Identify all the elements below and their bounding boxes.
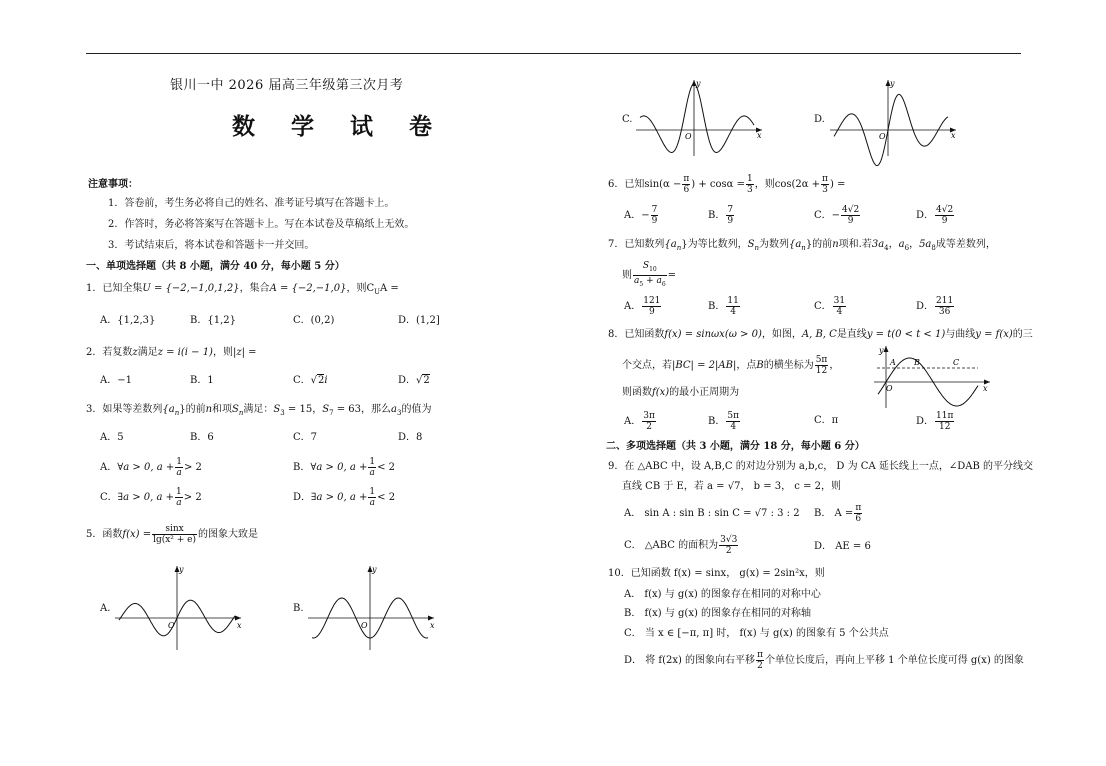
q10-option-a: A． f(x) 与 g(x) 的图象存在相同的对称中心 <box>624 589 821 600</box>
q2-stem: 2．若复数z满足z = i(i − 1)，则|z| = <box>86 347 257 358</box>
q7-option-b: B． $\frac{11}{4}$ <box>708 296 739 317</box>
q3-option-c: C．7 <box>293 432 318 443</box>
q7-ratio: 则 $\frac{S_{10}}{a_5 + a_6}$ = <box>622 261 677 288</box>
q5-stem: 5．函数f(x) = $\frac{\sin x}{\text{lg(x² + e)}}$ 的图象大致是 <box>86 524 259 545</box>
exam-school-title: 银川一中 2026 届高三年级第三次月考 <box>170 78 404 93</box>
q4-option-b: B．∀a > 0, a + $\frac{1}{a}$ < 2 <box>293 457 395 478</box>
q3-stem: 3．如果等差数列$\{a_n\}$的前n和项$S_n$满足：$S_3 = 15$，$S_7 = 63$，那么$a_3$的值为 <box>86 404 432 417</box>
q5-graph-b <box>308 562 438 652</box>
q10-stem: 10．已知函数 f(x) = sinx， g(x) = 2sin²x，则 <box>608 568 825 579</box>
q3-option-d: D．8 <box>398 432 423 443</box>
q7-option-d: D． $\frac{211}{36}$ <box>916 296 954 317</box>
q2-option-c: C．√2i <box>293 375 328 386</box>
q1-option-c: C．(0,2) <box>293 315 335 326</box>
q6-option-b: B． $\frac{7}{9}$ <box>708 205 734 226</box>
q9-option-a: A． sin A : sin B : sin C = √7 : 3 : 2 <box>624 508 800 519</box>
notice-item-2: 2．作答时，务必将答案写在答题卡上。写在本试卷及草稿纸上无效。 <box>108 219 415 230</box>
q7-option-a: A． $\frac{121}{9}$ <box>624 296 661 317</box>
svg-text:y: y <box>372 565 377 574</box>
q5-graph-c-label: C. <box>622 114 633 125</box>
q9-option-d: D． AE = 6 <box>814 541 871 552</box>
q5-graph-c <box>636 76 766 158</box>
exam-subject-title: 数 学 试 卷 <box>232 113 447 140</box>
svg-text:x: x <box>430 621 435 630</box>
q2-option-a: A．−1 <box>100 375 132 386</box>
notice-title: 注意事项： <box>88 179 138 190</box>
q3-option-a: A．5 <box>100 432 124 443</box>
q8-option-b: B． $\frac{5\pi}{4}$ <box>708 411 740 432</box>
q5-graph-a-label: A. <box>100 603 111 614</box>
q5-graph-b-label: B. <box>293 603 304 614</box>
q9-option-b: B． A = $\frac{\pi}{6}$ <box>814 503 862 524</box>
notice-item-1: 1．答卷前，考生务必将自己的姓名、准考证号填写在答题卡上。 <box>108 198 395 209</box>
q6-option-a: A．− $\frac{7}{9}$ <box>624 205 658 226</box>
q5-graph-d-label: D. <box>814 114 825 125</box>
section-2-title: 二、多项选择题（共 3 小题，满分 18 分，每小题 6 分） <box>606 441 865 452</box>
svg-text:O: O <box>879 132 886 141</box>
q5-graph-d <box>830 76 960 158</box>
q9-line-1: 9．在 △ABC 中，设 A,B,C 的对边分别为 a,b,c， D 为 CA 延长线上一点，∠DAB 的平分线交 <box>608 461 1034 472</box>
svg-text:C: C <box>953 358 960 367</box>
section-1-title: 一、单项选择题（共 8 小题，满分 40 分，每小题 5 分） <box>86 261 345 272</box>
svg-text:y: y <box>879 346 884 355</box>
q6-option-d: D． $\frac{4√2}{9}$ <box>916 205 954 226</box>
header-rule <box>86 53 1021 54</box>
q4-option-d: D．∃a > 0, a + $\frac{1}{a}$ < 2 <box>293 487 396 508</box>
q9-option-c: C． △ABC 的面积为 $\frac{3√3}{2}$ <box>624 535 738 556</box>
q9-line-2: 直线 CB 于 E，若 a = √7， b = 3， c = 2，则 <box>622 481 842 492</box>
q2-option-b: B．1 <box>190 375 214 386</box>
svg-text:x: x <box>237 621 242 630</box>
svg-text:x: x <box>983 384 988 393</box>
q7-option-c: C． $\frac{31}{4}$ <box>814 296 846 317</box>
svg-text:x: x <box>951 131 956 140</box>
svg-text:B: B <box>914 358 920 367</box>
q5-graph-a <box>115 562 245 652</box>
q8-graph <box>874 344 996 408</box>
q1-option-b: B．{1,2} <box>190 315 236 326</box>
q4-option-a: A．∀a > 0, a + $\frac{1}{a}$ > 2 <box>100 457 202 478</box>
q8-line-3: 则函数f(x)的最小正周期为 <box>622 387 740 398</box>
q8-option-d: D． $\frac{11\pi}{12}$ <box>916 411 954 432</box>
q2-option-d: D．√2 <box>398 375 430 386</box>
q7-stem: 7．已知数列$\{a_n\}$为等比数列，$S_n$为数列$\{a_n\}$的前n项和.若$3a_4$，$a_6$，$5a_8$成等差数列， <box>608 239 996 252</box>
q8-option-a: A． $\frac{3\pi}{2}$ <box>624 411 655 432</box>
svg-text:y: y <box>179 565 184 574</box>
notice-item-3: 3．考试结束后，将本试卷和答题卡一并交回。 <box>108 240 315 251</box>
svg-text:O: O <box>685 132 692 141</box>
q8-line-1: 8．已知函数f(x) = sinωx(ω > 0)，如图，A, B, C是直线y = t(0 < t < 1)与曲线y = f(x)的三 <box>608 329 1033 340</box>
svg-text:O: O <box>361 621 368 630</box>
q6-option-c: C．− $\frac{4√2}{9}$ <box>814 205 860 226</box>
q10-option-b: B． f(x) 与 g(x) 的图象存在相同的对称轴 <box>624 608 812 619</box>
svg-text:y: y <box>890 79 895 88</box>
q3-option-b: B．6 <box>190 432 214 443</box>
svg-text:A: A <box>890 358 896 367</box>
svg-text:y: y <box>696 79 701 88</box>
q6-stem: 6．已知sin(α − $\frac{\pi}{6}$ ) + cosα = $\frac{1}{3}$ ，则cos(2α + $\frac{\pi}{3}$ ) = <box>608 174 846 195</box>
q8-line-2: 个交点，若|BC| = 2|AB|，点B的横坐标为 $\frac{5\pi}{12}$ ， <box>622 355 840 376</box>
q4-option-c: C．∃a > 0, a + $\frac{1}{a}$ > 2 <box>100 487 202 508</box>
q1-option-a: A．{1,2,3} <box>100 315 156 326</box>
q10-option-d: D． 将 f(2x) 的图象向右平移 $\frac{\pi}{2}$ 个单位长度后，再向上平移 1 个单位长度可得 g(x) 的图象 <box>624 650 1024 671</box>
svg-text:O: O <box>168 621 175 630</box>
svg-text:x: x <box>757 131 762 140</box>
q1-stem: 1．已知全集U = {−2,−1,0,1,2}，集合A = {−2,−1,0}，则$C_UA$ = <box>86 283 399 296</box>
q10-option-c: C． 当 x ∈ [−π, π] 时， f(x) 与 g(x) 的图象有 5 个公共点 <box>624 628 889 639</box>
svg-text:O: O <box>886 384 893 393</box>
q8-option-c: C．π <box>814 415 839 426</box>
q1-option-d: D．(1,2] <box>398 315 440 326</box>
